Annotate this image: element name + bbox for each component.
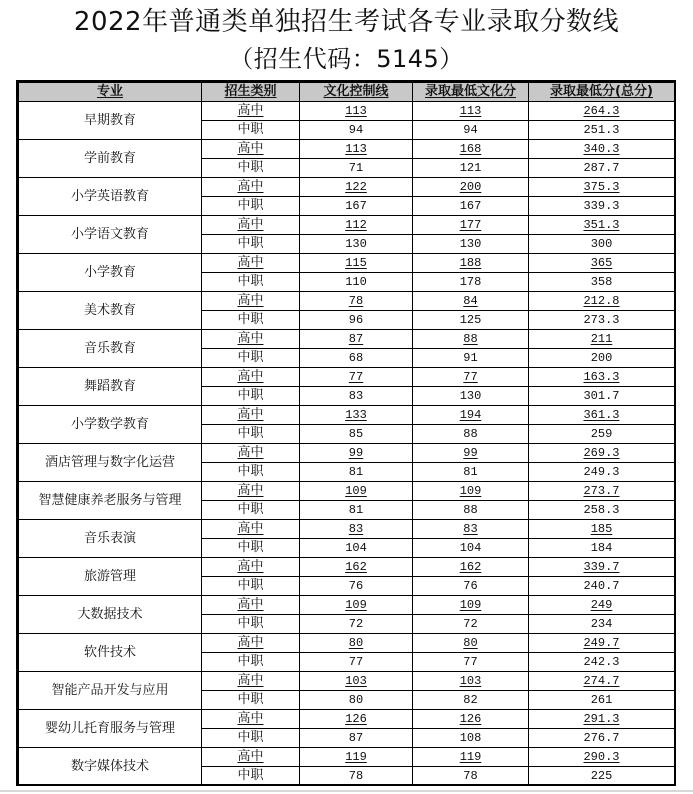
category-cell: 高中 (202, 254, 300, 273)
min-total-cell: 361.3 (529, 406, 675, 425)
table-row (19, 520, 675, 539)
header-min-total: 录取最低分(总分) (529, 83, 675, 102)
major-name-cell: 智慧健康养老服务与管理 (19, 482, 202, 520)
category-cell: 高中 (202, 178, 300, 197)
control-line-cell: 110 (300, 273, 413, 292)
min-total-cell: 375.3 (529, 178, 675, 197)
category-cell: 高中 (202, 140, 300, 159)
min-culture-cell: 99 (413, 444, 529, 463)
table-header-row (19, 83, 675, 102)
category-cell: 高中 (202, 520, 300, 539)
table-row (19, 178, 675, 197)
min-culture-cell: 121 (413, 159, 529, 178)
min-culture-cell: 178 (413, 273, 529, 292)
major-name-cell: 舞蹈教育 (19, 368, 202, 406)
min-culture-cell: 109 (413, 482, 529, 501)
min-total-cell: 249.3 (529, 463, 675, 482)
major-name-cell: 数字媒体技术 (19, 748, 202, 786)
major-name-cell: 小学英语教育 (19, 178, 202, 216)
category-cell: 高中 (202, 406, 300, 425)
major-name-cell: 小学数学教育 (19, 406, 202, 444)
control-line-cell: 83 (300, 387, 413, 406)
min-total-cell: 225 (529, 767, 675, 786)
table-row (19, 292, 675, 311)
category-cell: 中职 (202, 273, 300, 292)
category-cell: 中职 (202, 615, 300, 634)
control-line-cell: 80 (300, 691, 413, 710)
control-line-cell: 85 (300, 425, 413, 444)
min-total-cell: 273.7 (529, 482, 675, 501)
major-name-cell: 音乐表演 (19, 520, 202, 558)
header-category: 招生类别 (202, 83, 300, 102)
control-line-cell: 113 (300, 140, 413, 159)
category-cell: 中职 (202, 729, 300, 748)
control-line-cell: 109 (300, 482, 413, 501)
min-total-cell: 264.3 (529, 102, 675, 121)
table-row (19, 634, 675, 653)
min-total-cell: 240.7 (529, 577, 675, 596)
table-row (19, 216, 675, 235)
category-cell: 高中 (202, 368, 300, 387)
major-name-cell: 智能产品开发与应用 (19, 672, 202, 710)
control-line-cell: 81 (300, 463, 413, 482)
category-cell: 中职 (202, 387, 300, 406)
table-row (19, 140, 675, 159)
min-culture-cell: 88 (413, 425, 529, 444)
control-line-cell: 87 (300, 330, 413, 349)
min-total-cell: 211 (529, 330, 675, 349)
category-cell: 高中 (202, 444, 300, 463)
table-row (19, 710, 675, 729)
min-culture-cell: 130 (413, 387, 529, 406)
min-culture-cell: 108 (413, 729, 529, 748)
min-culture-cell: 83 (413, 520, 529, 539)
control-line-cell: 72 (300, 615, 413, 634)
min-culture-cell: 113 (413, 102, 529, 121)
min-culture-cell: 94 (413, 121, 529, 140)
min-total-cell: 300 (529, 235, 675, 254)
min-total-cell: 261 (529, 691, 675, 710)
control-line-cell: 87 (300, 729, 413, 748)
control-line-cell: 104 (300, 539, 413, 558)
min-total-cell: 290.3 (529, 748, 675, 767)
control-line-cell: 80 (300, 634, 413, 653)
control-line-cell: 103 (300, 672, 413, 691)
min-culture-cell: 104 (413, 539, 529, 558)
table-row (19, 748, 675, 767)
table-row (19, 368, 675, 387)
min-total-cell: 185 (529, 520, 675, 539)
min-culture-cell: 76 (413, 577, 529, 596)
category-cell: 中职 (202, 577, 300, 596)
table-row (19, 444, 675, 463)
min-culture-cell: 125 (413, 311, 529, 330)
category-cell: 中职 (202, 197, 300, 216)
min-total-cell: 200 (529, 349, 675, 368)
min-total-cell: 351.3 (529, 216, 675, 235)
control-line-cell: 71 (300, 159, 413, 178)
category-cell: 中职 (202, 653, 300, 672)
major-name-cell: 软件技术 (19, 634, 202, 672)
min-total-cell: 276.7 (529, 729, 675, 748)
min-total-cell: 269.3 (529, 444, 675, 463)
category-cell: 中职 (202, 235, 300, 254)
min-total-cell: 287.7 (529, 159, 675, 178)
min-total-cell: 273.3 (529, 311, 675, 330)
control-line-cell: 115 (300, 254, 413, 273)
category-cell: 高中 (202, 596, 300, 615)
min-total-cell: 249.7 (529, 634, 675, 653)
min-total-cell: 251.3 (529, 121, 675, 140)
category-cell: 高中 (202, 634, 300, 653)
control-line-cell: 83 (300, 520, 413, 539)
min-culture-cell: 200 (413, 178, 529, 197)
min-total-cell: 358 (529, 273, 675, 292)
category-cell: 中职 (202, 121, 300, 140)
min-culture-cell: 188 (413, 254, 529, 273)
min-total-cell: 212.8 (529, 292, 675, 311)
category-cell: 中职 (202, 539, 300, 558)
min-culture-cell: 126 (413, 710, 529, 729)
major-name-cell: 小学语文教育 (19, 216, 202, 254)
table-row (19, 102, 675, 121)
major-name-cell: 婴幼儿托育服务与管理 (19, 710, 202, 748)
major-name-cell: 早期教育 (19, 102, 202, 140)
control-line-cell: 109 (300, 596, 413, 615)
major-name-cell: 旅游管理 (19, 558, 202, 596)
category-cell: 高中 (202, 672, 300, 691)
category-cell: 高中 (202, 710, 300, 729)
category-cell: 高中 (202, 330, 300, 349)
min-culture-cell: 194 (413, 406, 529, 425)
control-line-cell: 122 (300, 178, 413, 197)
min-total-cell: 365 (529, 254, 675, 273)
control-line-cell: 162 (300, 558, 413, 577)
category-cell: 高中 (202, 558, 300, 577)
category-cell: 高中 (202, 748, 300, 767)
major-name-cell: 大数据技术 (19, 596, 202, 634)
header-control-line: 文化控制线 (300, 83, 413, 102)
control-line-cell: 68 (300, 349, 413, 368)
min-culture-cell: 80 (413, 634, 529, 653)
min-culture-cell: 88 (413, 501, 529, 520)
control-line-cell: 94 (300, 121, 413, 140)
min-culture-cell: 88 (413, 330, 529, 349)
min-culture-cell: 77 (413, 368, 529, 387)
min-culture-cell: 78 (413, 767, 529, 786)
category-cell: 中职 (202, 159, 300, 178)
major-name-cell: 美术教育 (19, 292, 202, 330)
major-name-cell: 学前教育 (19, 140, 202, 178)
major-name-cell: 酒店管理与数字化运营 (19, 444, 202, 482)
category-cell: 中职 (202, 425, 300, 444)
page-bottom-divider (0, 790, 693, 792)
control-line-cell: 81 (300, 501, 413, 520)
control-line-cell: 78 (300, 767, 413, 786)
header-min-culture: 录取最低文化分 (413, 83, 529, 102)
category-cell: 中职 (202, 501, 300, 520)
category-cell: 高中 (202, 292, 300, 311)
control-line-cell: 133 (300, 406, 413, 425)
min-total-cell: 259 (529, 425, 675, 444)
major-name-cell: 小学教育 (19, 254, 202, 292)
control-line-cell: 167 (300, 197, 413, 216)
min-total-cell: 339.7 (529, 558, 675, 577)
control-line-cell: 112 (300, 216, 413, 235)
min-total-cell: 301.7 (529, 387, 675, 406)
min-total-cell: 234 (529, 615, 675, 634)
table-row (19, 254, 675, 273)
category-cell: 中职 (202, 311, 300, 330)
control-line-cell: 76 (300, 577, 413, 596)
min-culture-cell: 168 (413, 140, 529, 159)
min-total-cell: 258.3 (529, 501, 675, 520)
category-cell: 中职 (202, 767, 300, 786)
category-cell: 中职 (202, 463, 300, 482)
control-line-cell: 96 (300, 311, 413, 330)
min-total-cell: 291.3 (529, 710, 675, 729)
header-major: 专业 (19, 83, 202, 102)
major-name-cell: 音乐教育 (19, 330, 202, 368)
control-line-cell: 130 (300, 235, 413, 254)
control-line-cell: 126 (300, 710, 413, 729)
min-culture-cell: 119 (413, 748, 529, 767)
table-row (19, 482, 675, 501)
min-total-cell: 163.3 (529, 368, 675, 387)
min-culture-cell: 109 (413, 596, 529, 615)
category-cell: 中职 (202, 349, 300, 368)
min-culture-cell: 167 (413, 197, 529, 216)
min-culture-cell: 81 (413, 463, 529, 482)
table-row (19, 558, 675, 577)
min-total-cell: 339.3 (529, 197, 675, 216)
min-culture-cell: 82 (413, 691, 529, 710)
control-line-cell: 119 (300, 748, 413, 767)
min-culture-cell: 103 (413, 672, 529, 691)
min-total-cell: 274.7 (529, 672, 675, 691)
category-cell: 高中 (202, 102, 300, 121)
category-cell: 高中 (202, 482, 300, 501)
min-total-cell: 184 (529, 539, 675, 558)
min-culture-cell: 130 (413, 235, 529, 254)
control-line-cell: 99 (300, 444, 413, 463)
category-cell: 高中 (202, 216, 300, 235)
min-culture-cell: 72 (413, 615, 529, 634)
table-body (19, 102, 675, 786)
min-culture-cell: 91 (413, 349, 529, 368)
table-row (19, 596, 675, 615)
table-row (19, 330, 675, 349)
document-title: 2022年普通类单独招生考试各专业录取分数线 (73, 7, 620, 37)
control-line-cell: 77 (300, 368, 413, 387)
min-total-cell: 249 (529, 596, 675, 615)
min-culture-cell: 77 (413, 653, 529, 672)
control-line-cell: 113 (300, 102, 413, 121)
min-culture-cell: 177 (413, 216, 529, 235)
admission-score-table (18, 82, 675, 786)
min-culture-cell: 162 (413, 558, 529, 577)
table-row (19, 672, 675, 691)
min-culture-cell: 84 (413, 292, 529, 311)
document-subtitle: （招生代码：5145） (229, 45, 464, 73)
min-total-cell: 242.3 (529, 653, 675, 672)
table-row (19, 406, 675, 425)
control-line-cell: 78 (300, 292, 413, 311)
category-cell: 中职 (202, 691, 300, 710)
min-total-cell: 340.3 (529, 140, 675, 159)
control-line-cell: 77 (300, 653, 413, 672)
